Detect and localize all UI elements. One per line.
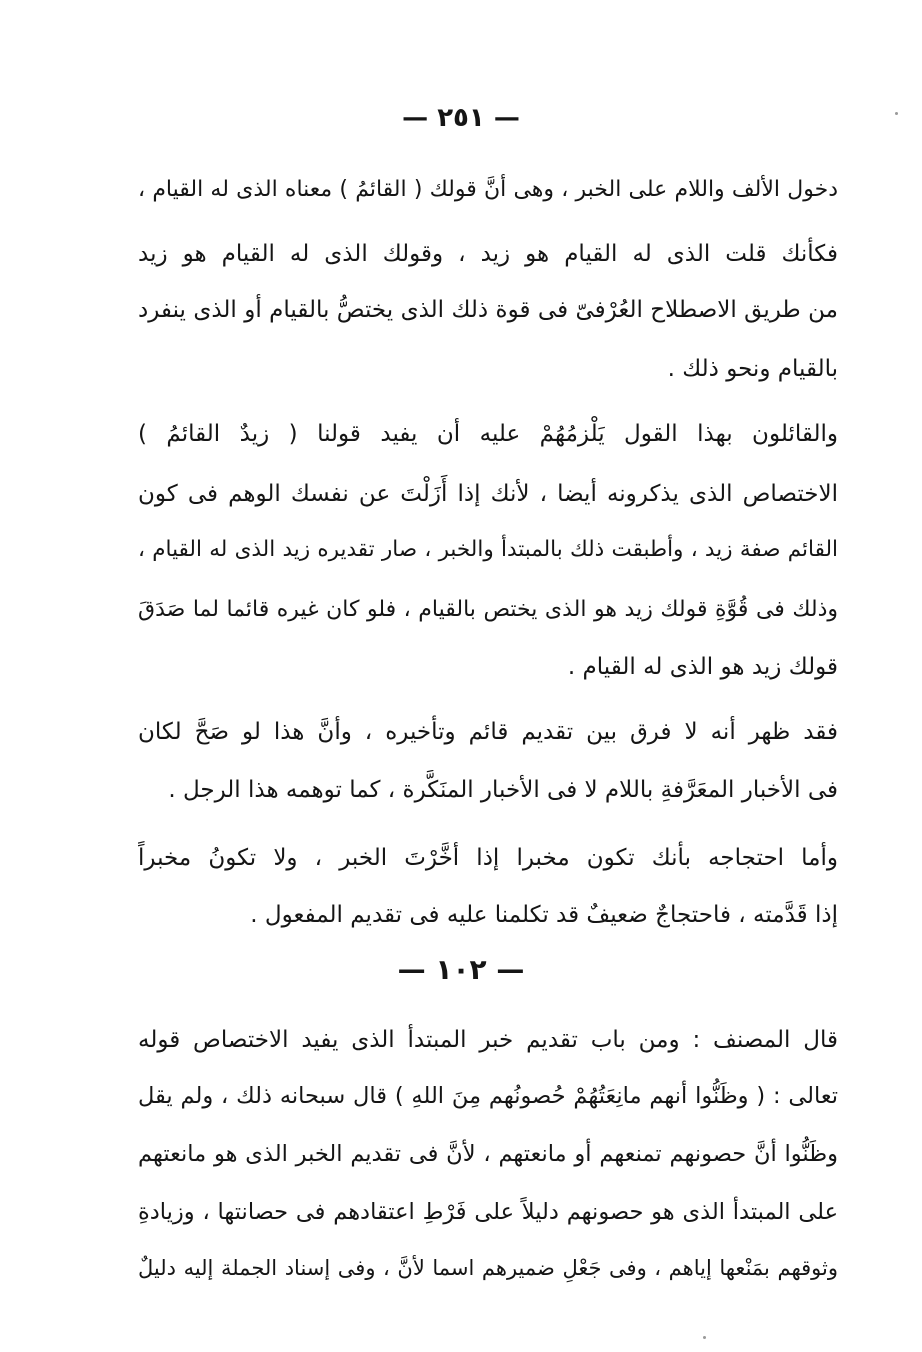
page-number: — ٢٥١ — [402,103,520,133]
scan-speck [703,1336,706,1339]
text-line: على المبتدأ الذى هو حصونهم دليلاً على فَرْطِ اعتقادهم فى حصانتها ، وزيادةِ [138,1199,838,1225]
text-line: قولك زيد هو الذى له القيام . [567,654,838,680]
text-line: إذا قَدَّمته ، فاحتجاجٌ ضعيفٌ قد تكلمنا عليه فى تقديم المفعول . [250,902,838,928]
text-line: وظَنُّوا أنَّ حصونهم تمنعهم أو مانعتهم ، لأنَّ فى تقديم الخبر الذى هو مانعتهم [138,1141,838,1167]
text-line: فكأنك قلت الذى له القيام هو زيد ، وقولك الذى له القيام هو زيد [138,241,838,267]
text-line: تعالى : ( وظَنُّوا أنهم مانِعَتُهُمْ حُصونُهم مِنَ اللهِ ) قال سبحانه ذلك ، ولم يقل [138,1083,838,1109]
text-line: من طريق الاصطلاح العُرْفىّ فى قوة ذلك الذى يختصُّ بالقيام أو الذى ينفرد [138,297,838,323]
text-line: الاختصاص الذى يذكرونه أيضا ، لأنك إذا أَزَلْتَ عن نفسك الوهم فى كون [138,481,838,507]
text-line: القائم صفة زيد ، وأطبقت ذلك بالمبتدأ والخبر ، صار تقديره زيد الذى له القيام ، [138,537,838,562]
text-line: فى الأخبار المعَرَّفةِ باللام لا فى الأخبار المنَكَّرة ، كما توهمه هذا الرجل . [168,777,838,803]
section-number: — ١٠٢ — [397,953,525,986]
text-line: وأما احتجاجه بأنك تكون مخبرا إذا أخَّرْتَ الخبر ، ولا تكونُ مخبراً [138,845,838,871]
text-line: فقد ظهر أنه لا فرق بين تقديم قائم وتأخيره ، وأنَّ هذا لو صَحَّ لكان [138,719,838,745]
text-line: بالقيام ونحو ذلك . [667,356,838,382]
text-line: قال المصنف : ومن باب تقديم خبر المبتدأ الذى يفيد الاختصاص قوله [138,1027,838,1053]
text-line: وثوقهم بمَنْعها إياهم ، وفى جَعْلِ ضميرهم اسما لأنَّ ، وفى إسناد الجملة إليه دليلٌ [138,1256,838,1280]
text-line: وذلك فى قُوَّةِ قولك زيد هو الذى يختص بالقيام ، فلو كان غيره قائما لما صَدَقَ [138,597,838,622]
scan-speck [895,112,898,115]
text-line: والقائلون بهذا القول يَلْزمُهُمْ عليه أن يفيد قولنا ( زيدٌ القائمُ ) [138,421,838,447]
text-line: دخول الألف واللام على الخبر ، وهى أنَّ قولك ( القائمُ ) معناه الذى له القيام ، [138,177,838,202]
